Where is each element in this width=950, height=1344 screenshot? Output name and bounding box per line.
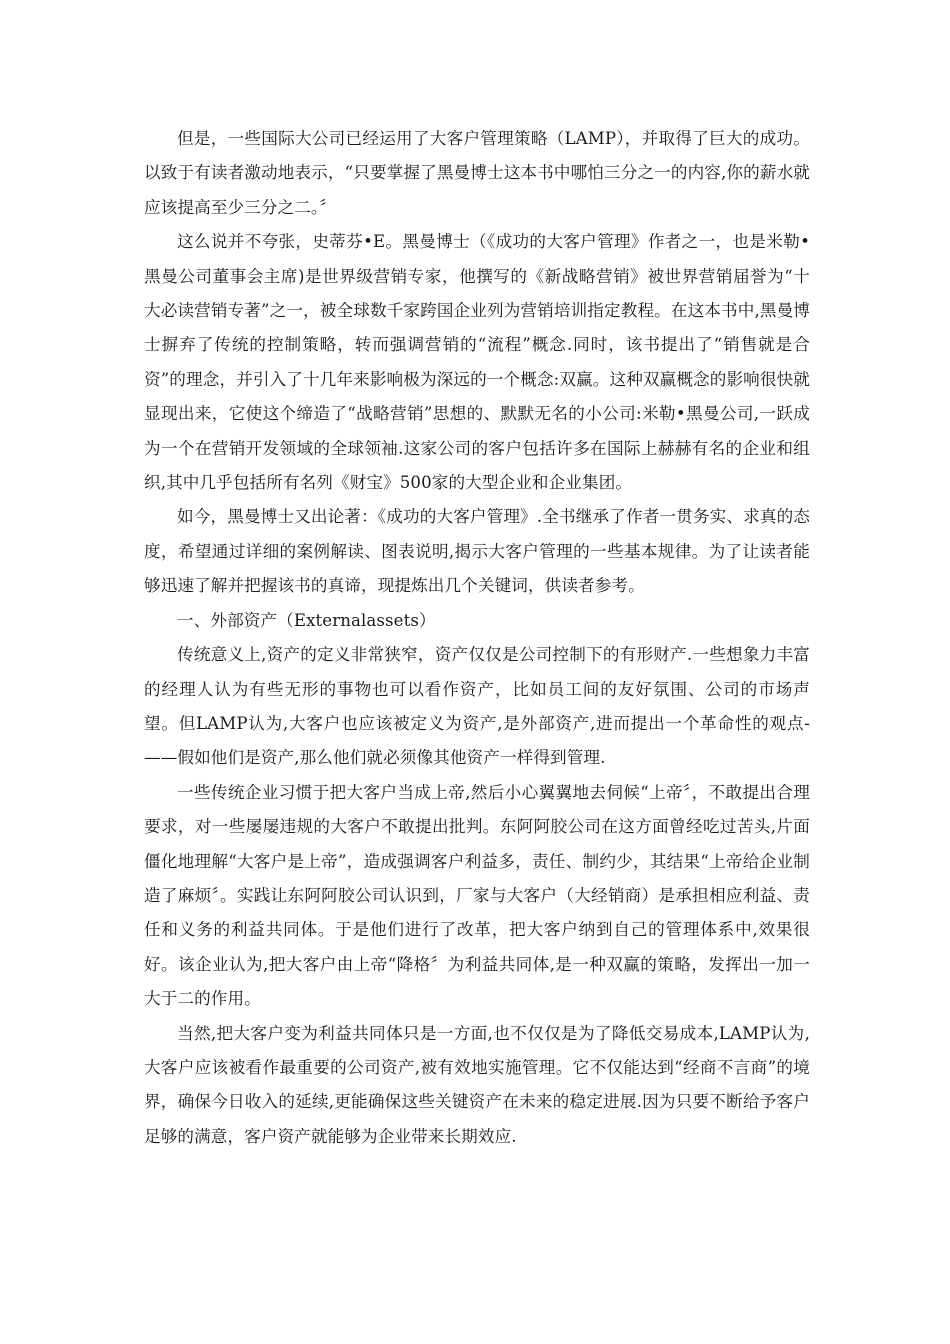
- paragraph-asset-definition: 传统意义上,资产的定义非常狭窄，资产仅仅是公司控制下的有形财产.一些想象力丰富的经理人认为有些无形的事物也可以看作资产，比如员工间的友好氛围、公司的市场声望。但LAMP认为,大客户也应该被定义为资产,是外部资产,进而提出一个革命性的观点-——假如他们是资产,那么他们就必须像其他资产一样得到管理.: [144, 645, 810, 768]
- paragraph-heiman-background: 这么说并不夸张，史蒂芬•E。黑曼博士（《成功的大客户管理》作者之一，也是米勒•黑曼公司董事会主席)是世界级营销专家，他撰写的《新战略营销》被世界营销届誉为“十大必读营销专著”之一，被全球数千家跨国企业列为营销培训指定教程。在这本书中,黑曼博士摒弃了传统的控制策略，转而强调营销的“流程”概念.同时，该书提出了“销售就是合资”的理念，并引入了十几年来影响极为深远的一个概念:双赢。这种双赢概念的影响很快就显现出来，它使这个缔造了“战略营销”思想的、默默无名的小公司:米勒•黑曼公司,一跃成为一个在营销开发领域的全球领袖.这家公司的客户包括许多在国际上赫赫有名的企业和组织,其中几乎包括所有名列《财宝》500家的大型企业和企业集团。: [144, 232, 810, 493]
- paragraph-lamp-intro: 但是，一些国际大公司已经运用了大客户管理策略（LAMP），并取得了巨大的成功。以致于有读者激动地表示，“只要掌握了黑曼博士这本书中哪怕三分之一的内容,你的薪水就应该提高至少三分之二。〞: [144, 129, 810, 217]
- paragraph-customer-assets: 当然,把大客户变为利益共同体只是一方面,也不仅仅是为了降低交易成本,LAMP认为,大客户应该被看作最重要的公司资产,被有效地实施管理。它不仅能达到“经商不言商”的境界，确保今日收入的延续,更能确保这些关键资产在未来的稳定进展.因为只要不断给予客户足够的满意，客户资产就能够为企业带来长期效应.: [144, 1023, 810, 1146]
- paragraph-dong-e-ejiao-case: 一些传统企业习惯于把大客户当成上帝,然后小心翼翼地去伺候“上帝〞，不敢提出合理要求，对一些屡屡违规的大客户不敢提出批判。东阿阿胶公司在这方面曾经吃过苦头,片面僵化地理解“大客户是上帝”，造成强调客户利益多，责任、制约少，其结果“上帝给企业制造了麻烦〞。实践让东阿阿胶公司认识到，厂家与大客户（大经销商）是承担相应利益、责任和义务的利益共同体。于是他们进行了改革，把大客户纳到自己的管理体系中,效果很好。该企业认为,把大客户由上帝“降格〞为利益共同体,是一种双赢的策略，发挥出一加一大于二的作用。: [144, 782, 810, 1009]
- paragraph-new-book: 如今，黑曼博士又出论著：《成功的大客户管理》.全书继承了作者一贯务实、求真的态度，希望通过详细的案例解读、图表说明,揭示大客户管理的一些基本规律。为了让读者能够迅速了解并把握该书的真谛，现提炼出几个关键词，供读者参考。: [144, 507, 810, 596]
- document-body: [144, 122, 810, 1154]
- section-heading-external-assets: 一、外部资产（Externalassets）: [177, 610, 436, 630]
